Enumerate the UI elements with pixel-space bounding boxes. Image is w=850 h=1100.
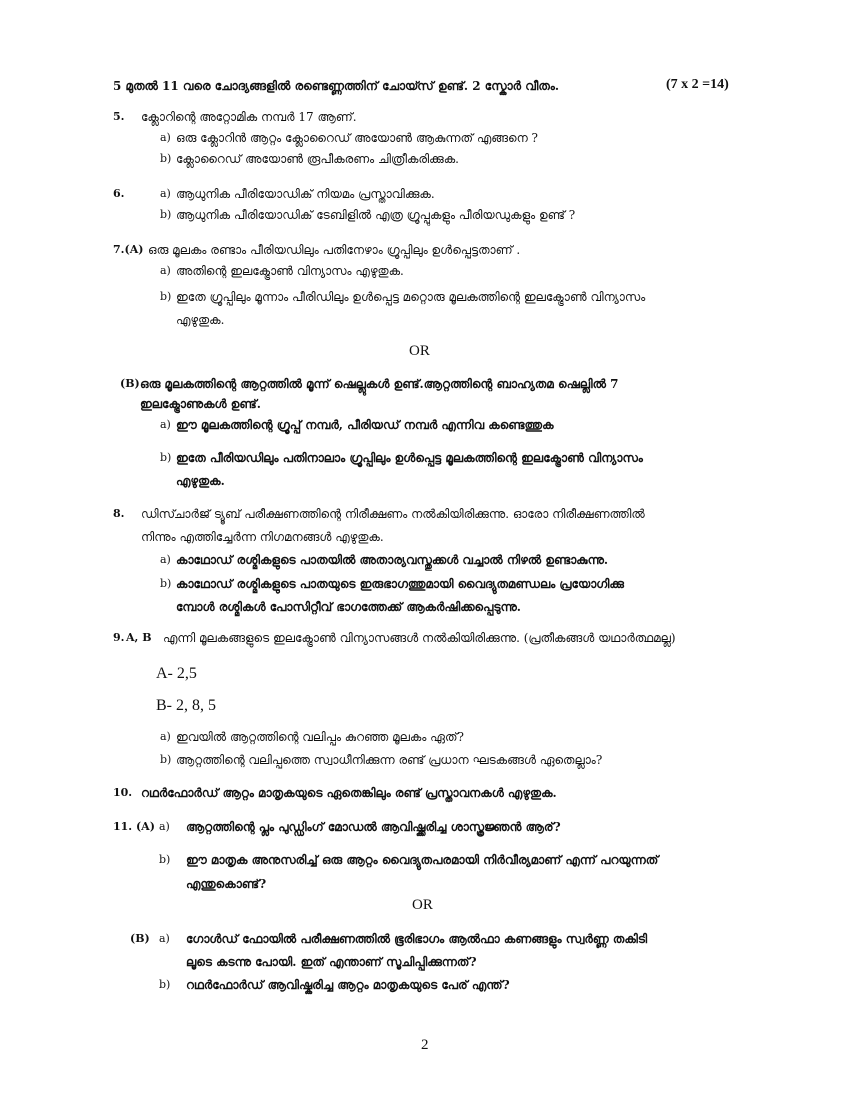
question-number-10: 10.: [113, 786, 133, 799]
question-9b-text: ആറ്റത്തിന്റെ വലിപ്പത്തെ സ്വാധീനിക്കുന്ന രണ്ട് പ്രധാന ഘടകങ്ങൾ ഏതെല്ലാം?: [176, 753, 603, 767]
question-11a-a-label: a): [159, 820, 170, 833]
question-8-stem-line2: നിന്നും എത്തിച്ചേർന്ന നിഗമനങ്ങൾ എഴുതുക.: [141, 530, 384, 544]
question-number-7a: 7.(A): [113, 243, 144, 256]
question-11a-a-text: ആറ്റത്തിന്റെ പ്ലം പുഡ്ഡിംഗ് മോഡൽ ആവിഷ്ക്കരിച്ച ശാസ്ത്രജ്ഞൻ ആര്?: [186, 820, 561, 834]
or-divider-11: OR: [412, 897, 433, 913]
question-7b-a-text: ഈ മൂലകത്തിന്റെ ഗ്രൂപ്പ് നമ്പർ, പീരിയഡ് നമ്പർ എന്നിവ കണ്ടെത്തുക: [176, 418, 554, 432]
question-6b-text: ആധുനിക പീരിയോഡിക് ടേബിളിൽ എത്ര ഗ്രൂപ്പുകളും പീരിയഡുകളും ഉണ്ട് ?: [176, 208, 576, 222]
question-6a-text: ആധുനിക പീരിയോഡിക് നിയമം പ്രസ്താവിക്കുക.: [176, 187, 435, 201]
config-a: A- 2,5: [156, 665, 197, 682]
question-7b-label: (B): [120, 377, 140, 390]
question-number-5: 5.: [113, 110, 125, 123]
question-6b-label: b): [160, 208, 172, 221]
question-8a-text: കാഥോഡ് രശ്മികളുടെ പാതയിൽ അതാര്യവസ്തുക്കൾ വച്ചാൽ നിഴൽ ഉണ്ടാകുന്നു.: [176, 553, 609, 567]
question-6a-label: a): [160, 187, 171, 200]
question-9-stem: എന്നി മൂലകങ്ങളുടെ ഇലക്ട്രോൺ വിന്യാസങ്ങൾ നൽകിയിരിക്കുന്നു. (പ്രതീകങ്ങൾ യഥാർത്ഥമല്ല): [163, 631, 676, 645]
question-10-stem: റഥർഫോർഡ് ആറ്റം മാതൃകയുടെ ഏതെങ്കിലും രണ്ട് പ്രസ്താവനകൾ എഴുതുക.: [141, 786, 557, 800]
question-8a-label: a): [160, 553, 171, 566]
question-7b-stem-line2: ഇലക്ട്രോണുകൾ ഉണ്ട്.: [140, 397, 261, 411]
section-marks: (7 x 2 =14): [666, 77, 729, 92]
question-number-9: 9.: [113, 631, 125, 644]
question-5b-text: ക്ലോറൈഡ് അയോൺ രൂപീകരണം ചിത്രീകരിക്കുക.: [176, 152, 459, 166]
question-9-elements: A, B: [126, 631, 152, 644]
question-5b-label: b): [160, 152, 172, 165]
question-7a-stem: ഒരു മൂലകം രണ്ടാം പീരിയഡിലും പതിനേഴാം ഗ്രൂപ്പിലും ഉൾപ്പെട്ടതാണ് .: [148, 243, 521, 257]
page-number: 2: [421, 1037, 429, 1053]
question-11b-a-text-line2: ലൂടെ കടന്നു പോയി. ഇത് എന്താണ് സൂചിപ്പിക്കുന്നത്?: [186, 955, 477, 969]
question-7a-a-text: അതിന്റെ ഇലക്ട്രോൺ വിന്യാസം എഴുതുക.: [176, 264, 404, 278]
question-7b-b-label: b): [160, 451, 172, 464]
question-8b-text-line2: മ്പോൾ രശ്മികൾ പോസിറ്റീവ് ഭാഗത്തേക്ക് ആകർഷിക്കപ്പെടുന്നു.: [176, 600, 521, 614]
question-11b-a-label: a): [159, 932, 170, 945]
question-number-11a: 11. (A): [113, 820, 155, 833]
question-11b-b-text: റഥർഫോർഡ് ആവിഷ്കരിച്ച ആറ്റം മാതൃകയുടെ പേര് എന്ത്?: [186, 978, 510, 992]
section-instruction: 5 മുതൽ 11 വരെ ചോദ്യങ്ങളിൽ രണ്ടെണ്ണത്തിന് ചോയ്സ് ഉണ്ട്. 2 സ്കോർ വീതം.: [113, 79, 560, 93]
question-7b-stem-line1: ഒരു മൂലകത്തിന്റെ ആറ്റത്തിൽ മൂന്ന് ഷെല്ലുകൾ ഉണ്ട്.ആറ്റത്തിന്റെ ബാഹ്യതമ ഷെല്ലിൽ 7: [140, 377, 619, 391]
question-7b-b-text-line2: എഴുതുക.: [176, 474, 225, 488]
question-11b-label: (B): [130, 932, 150, 945]
question-11b-b-label: b): [159, 978, 171, 991]
or-divider-7: OR: [409, 343, 430, 359]
question-9a-text: ഇവയിൽ ആറ്റത്തിന്റെ വലിപ്പം കുറഞ്ഞ മൂലകം ഏത്?: [176, 730, 464, 744]
question-7b-a-label: a): [160, 418, 171, 431]
question-8b-label: b): [160, 577, 172, 590]
config-b: B- 2, 8, 5: [156, 697, 216, 714]
question-7a-b-text-line2: എഴുതുക.: [176, 313, 225, 327]
question-11a-b-label: b): [159, 853, 171, 866]
question-7b-b-text-line1: ഇതേ പീരിയഡിലും പതിനാലാം ഗ്രൂപ്പിലും ഉൾപ്പെട്ട മൂലകത്തിന്റെ ഇലക്ട്രോൺ വിന്യാസം: [176, 451, 643, 465]
question-5a-label: a): [160, 131, 171, 144]
question-5-stem: ക്ലോറിന്റെ അറ്റോമിക നമ്പർ 17 ആണ്.: [141, 110, 357, 124]
question-11b-a-text-line1: ഗോൾഡ് ഫോയിൽ പരീക്ഷണത്തിൽ ഭൂരിഭാഗം ആൽഫാ കണങ്ങളും സ്വർണ്ണ തകിടി: [186, 932, 648, 946]
question-11a-b-text-line1: ഈ മാതൃക അനുസരിച്ച് ഒരു ആറ്റം വൈദ്യുതപരമായി നിർവീര്യമാണ് എന്ന് പറയുന്നത്: [186, 853, 659, 867]
question-number-6: 6.: [113, 187, 125, 200]
question-7a-a-label: a): [160, 264, 171, 277]
question-9b-label: b): [160, 753, 172, 766]
question-7a-b-text-line1: ഇതേ ഗ്രൂപ്പിലും മൂന്നാം പീരിഡിലും ഉൾപ്പെട്ട മറ്റൊരു മൂലകത്തിന്റെ ഇലക്ട്രോൺ വിന്യാസം: [176, 290, 646, 304]
question-11a-b-text-line2: എന്തുകൊണ്ട്?: [186, 877, 267, 891]
question-8-stem-line1: ഡിസ്ചാർജ് ട്യൂബ് പരീക്ഷണത്തിന്റെ നിരീക്ഷണം നൽകിയിരിക്കുന്നു. ഓരോ നിരീക്ഷണത്തിൽ: [141, 507, 645, 521]
question-number-8: 8.: [113, 507, 125, 520]
question-5a-text: ഒരു ക്ലോറിൻ ആറ്റം ക്ലോറൈഡ് അയോൺ ആകുന്നത് എങ്ങനെ ?: [176, 131, 538, 145]
question-9a-label: a): [160, 730, 171, 743]
question-8b-text-line1: കാഥോഡ് രശ്മികളുടെ പാതയുടെ ഇരുഭാഗത്തുമായി വൈദ്യുതമണ്ഡലം പ്രയോഗിക്കു: [176, 577, 624, 591]
question-7a-b-label: b): [160, 290, 172, 303]
